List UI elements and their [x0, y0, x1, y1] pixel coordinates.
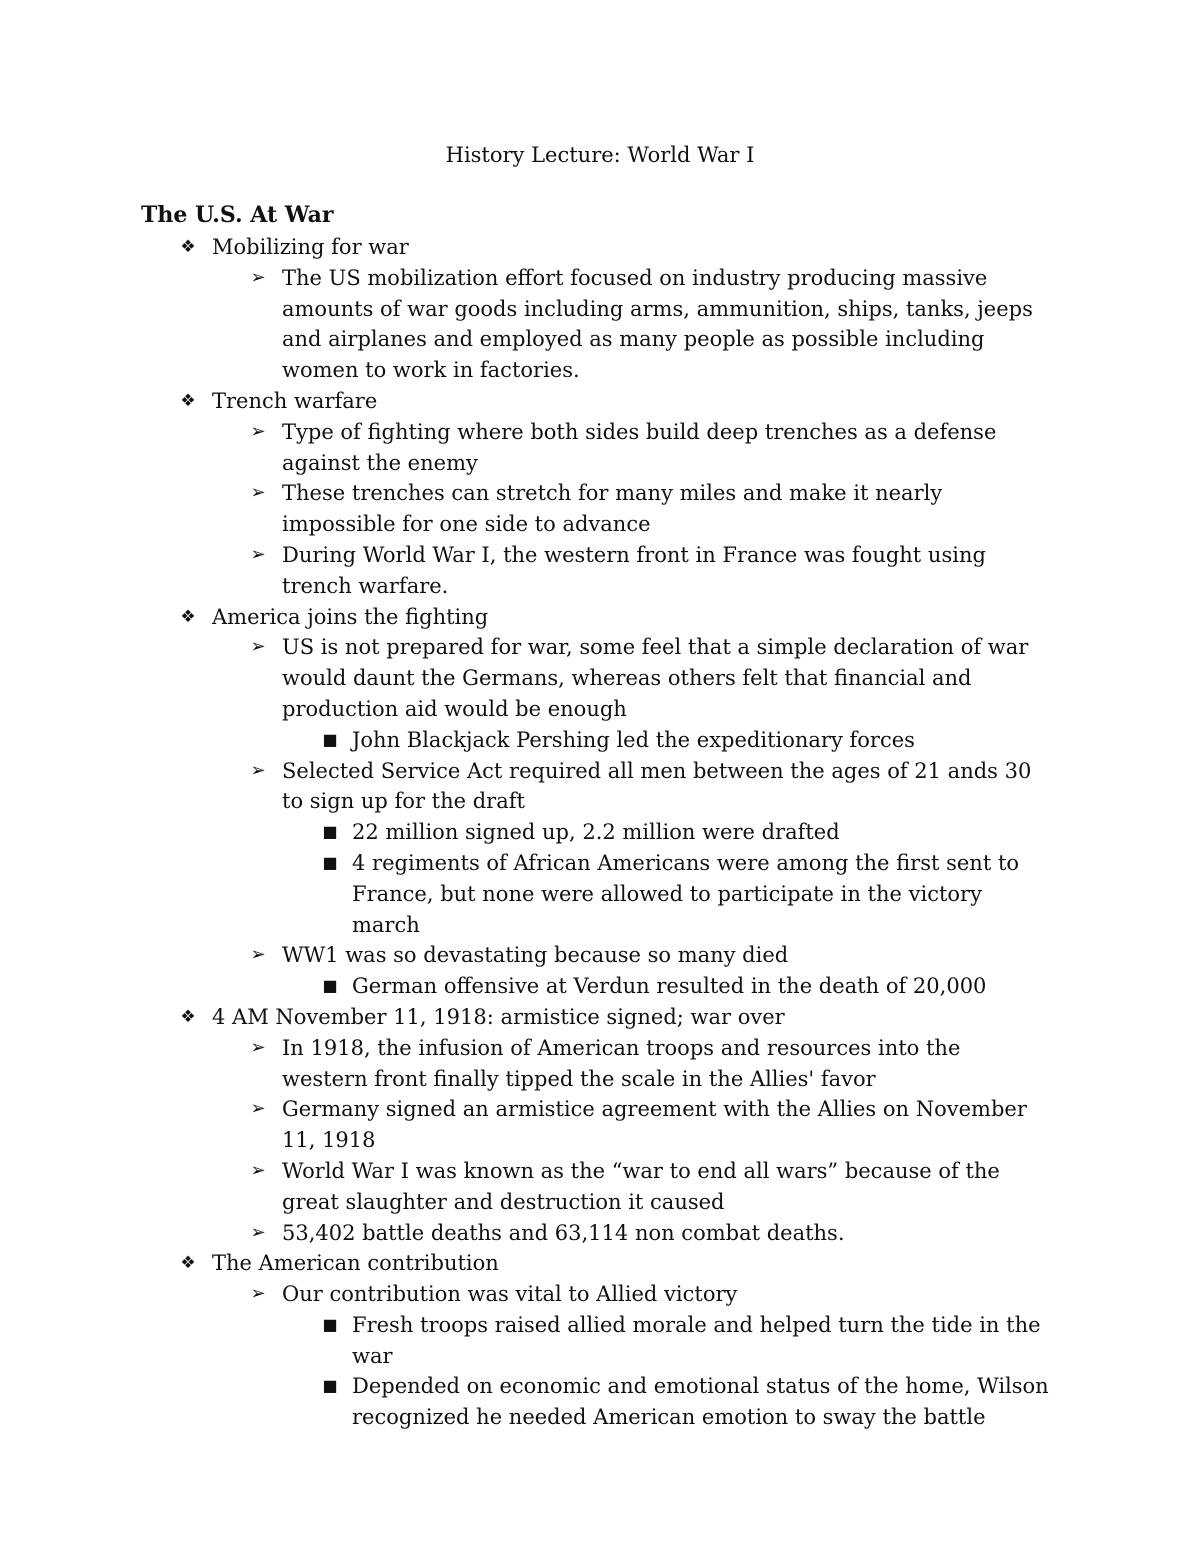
square-bullet-icon: ■: [322, 1314, 338, 1334]
subpoint-item: [322, 725, 1052, 756]
topic-item: [180, 1002, 1052, 1033]
point-item-text: The US mobilization effort focused on industry producing massive amounts of war goods including arms, ammunition, ships, tanks, jeeps and airplanes and employed as many people as possible including women to work in factories.: [282, 265, 1033, 383]
point-item: [250, 1094, 1052, 1156]
topic-item: [180, 1248, 1052, 1279]
subpoint-item-text: 22 million signed up, 2.2 million were drafted: [352, 820, 840, 845]
arrow-bullet-icon: ➢: [250, 1036, 266, 1058]
square-bullet-icon: ■: [322, 852, 338, 872]
point-item: [250, 940, 1052, 971]
lecture-outline: [0, 232, 1200, 1433]
subpoint-item: [322, 817, 1052, 848]
arrow-bullet-icon: ➢: [250, 1098, 266, 1120]
arrow-bullet-icon: ➢: [250, 759, 266, 781]
arrow-bullet-icon: ➢: [250, 636, 266, 658]
subpoint-item-text: John Blackjack Pershing led the expeditionary forces: [352, 727, 915, 752]
point-item-text: WW1 was so devastating because so many died: [282, 943, 789, 968]
subpoint-item: [322, 971, 1052, 1002]
point-item-text: Our contribution was vital to Allied victory: [282, 1282, 738, 1307]
point-item-text: 53,402 battle deaths and 63,114 non combat deaths.: [282, 1220, 845, 1245]
point-item-text: Germany signed an armistice agreement with the Allies on November 11, 1918: [282, 1097, 1027, 1153]
topic-item-text: America joins the fighting: [212, 604, 489, 629]
point-item-text: In 1918, the infusion of American troops and resources into the western front finally tipped the scale in the Allies' favor: [282, 1035, 961, 1091]
topic-item-text: 4 AM November 11, 1918: armistice signed; war over: [212, 1004, 785, 1029]
point-item: [250, 632, 1052, 724]
diamond-bullet-icon: ❖: [180, 237, 196, 257]
square-bullet-icon: ■: [322, 1376, 338, 1396]
diamond-bullet-icon: ❖: [180, 606, 196, 627]
point-item: [250, 263, 1052, 386]
point-item: [250, 540, 1052, 602]
point-item-text: These trenches can stretch for many miles and make it nearly impossible for one side to advance: [282, 481, 943, 537]
subpoint-item-text: Depended on economic and emotional status of the home, Wilson recognized he needed American emotion to sway the battle: [352, 1374, 1049, 1430]
topic-item: [180, 232, 1052, 263]
square-bullet-icon: ■: [322, 729, 338, 749]
arrow-bullet-icon: ➢: [250, 543, 266, 565]
point-item: [250, 756, 1052, 818]
subpoint-item: [322, 1310, 1052, 1372]
subpoint-item: [322, 848, 1052, 940]
diamond-bullet-icon: ❖: [180, 1253, 196, 1274]
topic-item-text: Mobilizing for war: [212, 235, 409, 259]
diamond-bullet-icon: ❖: [180, 1006, 196, 1027]
square-bullet-icon: ■: [322, 822, 338, 842]
point-item: [250, 1279, 1052, 1310]
arrow-bullet-icon: ➢: [250, 1159, 266, 1181]
arrow-bullet-icon: ➢: [250, 482, 266, 504]
point-item-text: US is not prepared for war, some feel that a simple declaration of war would daunt the Germans, whereas others felt that financial and production aid would be enough: [282, 635, 1029, 721]
document-title: History Lecture: World War I: [445, 143, 755, 167]
topic-item-text: The American contribution: [212, 1251, 499, 1276]
point-item: [250, 478, 1052, 540]
topic-item-text: Trench warfare: [212, 388, 378, 413]
section-heading: The U.S. At War: [141, 202, 334, 228]
point-item: [250, 417, 1052, 479]
diamond-bullet-icon: ❖: [180, 390, 196, 411]
arrow-bullet-icon: ➢: [250, 266, 266, 288]
point-item: [250, 1033, 1052, 1095]
topic-item: [180, 602, 1052, 633]
arrow-bullet-icon: ➢: [250, 1221, 266, 1243]
point-item-text: World War I was known as the “war to end all wars” because of the great slaughter and destruction it caused: [282, 1158, 1000, 1214]
subpoint-item: [322, 1371, 1052, 1433]
square-bullet-icon: ■: [322, 976, 338, 996]
arrow-bullet-icon: ➢: [250, 1283, 266, 1305]
point-item: [250, 1218, 1052, 1249]
subpoint-item-text: 4 regiments of African Americans were among the first sent to France, but none were allowed to participate in the victory march: [352, 850, 1020, 937]
arrow-bullet-icon: ➢: [250, 420, 266, 442]
point-item-text: During World War I, the western front in France was fought using trench warfare.: [282, 542, 986, 598]
point-item-text: Selected Service Act required all men between the ages of 21 ands 30 to sign up for the draft: [282, 758, 1032, 814]
topic-item: [180, 386, 1052, 417]
subpoint-item-text: German offensive at Verdun resulted in the death of 20,000: [352, 974, 987, 999]
point-item-text: Type of fighting where both sides build deep trenches as a defense against the enemy: [282, 419, 997, 475]
arrow-bullet-icon: ➢: [250, 944, 266, 966]
point-item: [250, 1156, 1052, 1218]
subpoint-item-text: Fresh troops raised allied morale and helped turn the tide in the war: [352, 1312, 1041, 1368]
